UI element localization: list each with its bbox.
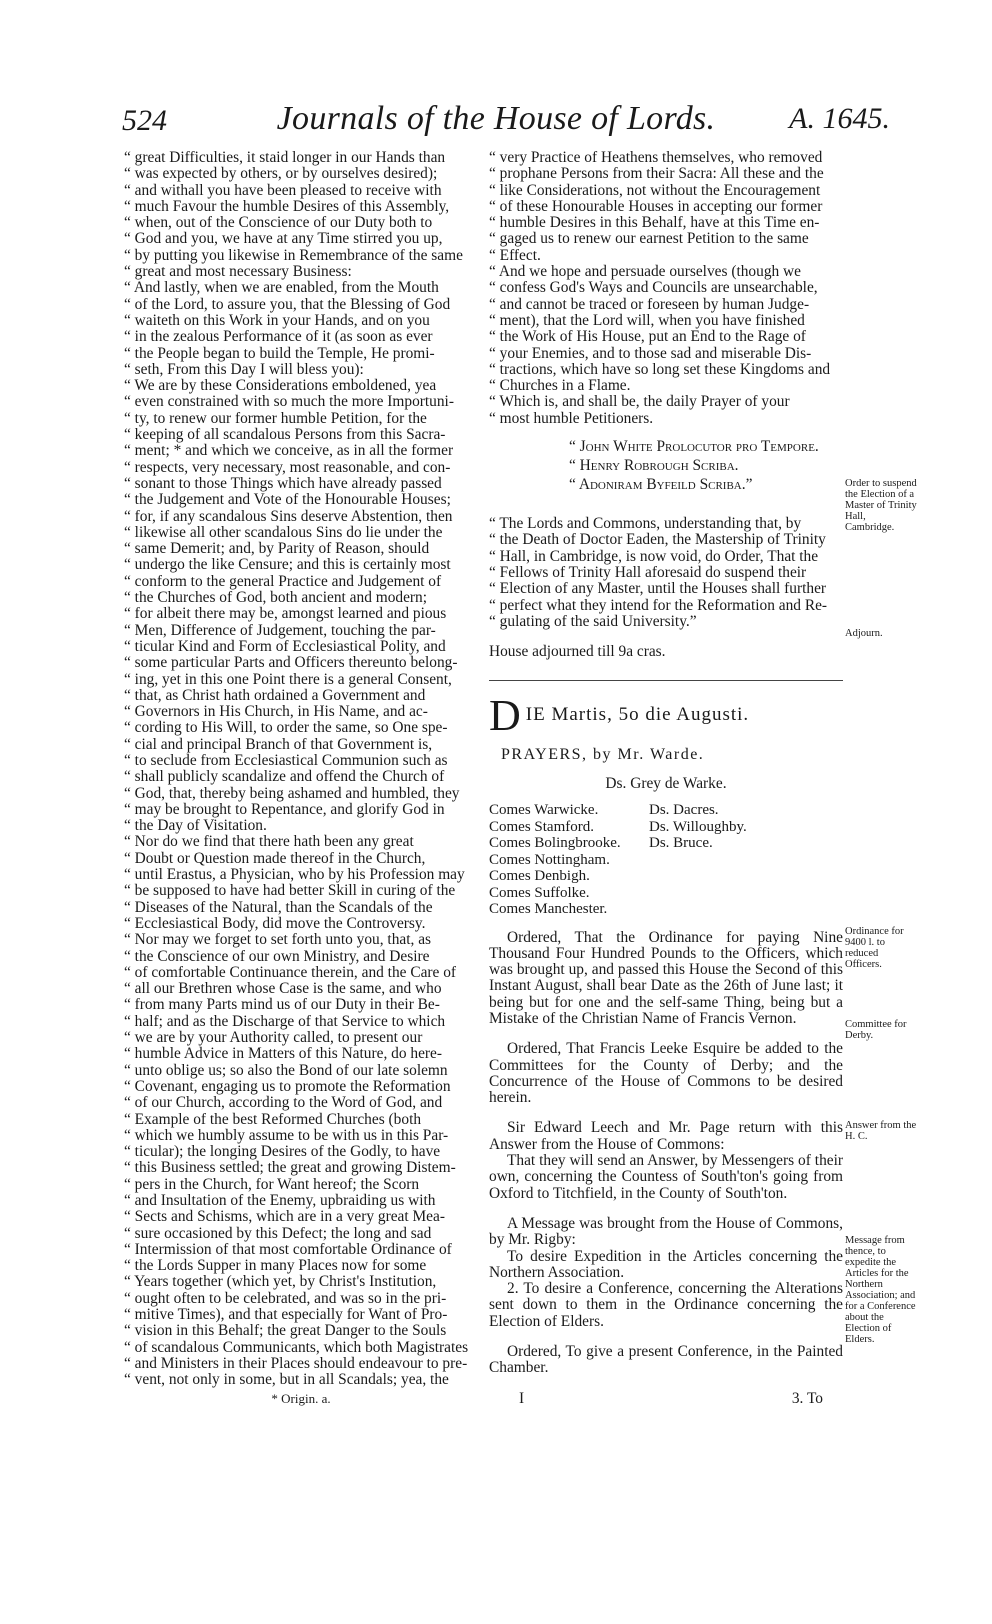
signature-line: “ John White Prolocutor pro Tempore. [569, 438, 819, 456]
attendance-list [489, 802, 843, 918]
left-column [124, 150, 478, 1407]
text-line: “ from many Parts mind us of our Duty in their Be- [124, 996, 440, 1014]
attendee: Comes Nottingham. [489, 851, 610, 868]
text-line: “ may be brought to Repentance, and glorify God in [124, 800, 445, 818]
catchwords [489, 1391, 843, 1407]
running-title: Journals of the House of Lords. [276, 100, 716, 137]
text-line: “ and Insultation of the Enemy, upbraiding us with [124, 1192, 436, 1209]
text-line: “ of scandalous Communicants, which both Magistrates [124, 1338, 469, 1356]
text-line: “ which we humbly assume to be with us in this Par- [124, 1126, 449, 1144]
text-line: “ vision in this Behalf; the great Danger to the Souls [124, 1322, 447, 1340]
signatures [489, 437, 843, 494]
text-line: “ some particular Parts and Officers thereunto belong- [124, 654, 458, 672]
text-line: “ when, out of the Conscience of our Duty both to [124, 214, 433, 232]
margin-note-message: Message from thence, to expedite the Articles for the Northern Association; and for a Conference about the Election of Elders. [845, 1235, 916, 1345]
text-line: “ God and you, we have at any Time stirred you up, [124, 230, 443, 248]
text-line: “ your Enemies, and to those sad and miserable Dis- [489, 344, 812, 362]
text-line: “ ment; * and which we conceive, as in all the former [124, 442, 454, 460]
footnote: * Origin. a. [271, 1390, 331, 1406]
text-line: “ of the Lord, to assure you, that the Blessing of God [124, 295, 451, 313]
text-line: “ even constrained with so much the more Importuni- [124, 393, 454, 411]
text-line: “ Election of any Master, until the Houses shall further [489, 580, 827, 598]
text-line: “ Fellows of Trinity Hall aforesaid do suspend their [489, 563, 807, 581]
text-line: “ Intermission of that most comfortable Ordinance of [124, 1240, 452, 1258]
text-line: “ Hall, in Cambridge, is now void, do Order, That the [489, 547, 819, 565]
catchword: 3. To [791, 1389, 823, 1407]
text-line: “ of these Honourable Houses in accepting our former [489, 197, 823, 215]
text-line: “ the Churches of God, both ancient and modern; [124, 589, 428, 607]
section-rule [489, 680, 843, 681]
text-line: “ prophane Persons from their Sacra: All these and the [489, 165, 824, 183]
text-line: “ ment), that the Lord will, when you have finished [489, 311, 805, 329]
text-line: “ Nor do we find that there hath been any great [124, 833, 414, 851]
text-line: “ gaged us to renew our earnest Petition to the same [489, 230, 809, 248]
text-line: “ Nor may we forget to set forth unto you, that, as [124, 931, 432, 949]
journal-entry: Sir Edward Leech and Mr. Page return with this Answer from the House of Commons: [489, 1119, 843, 1153]
text-line: “ ought often to be celebrated, and was so in the pri- [124, 1289, 447, 1307]
attendee: Comes Denbigh. [489, 868, 590, 885]
text-line: “ was expected by others, or by ourselves desired); [124, 165, 438, 183]
text-line: “ perfect what they intend for the Reformation and Re- [489, 596, 828, 614]
text-line: “ and cannot be traced or foreseen by human Judge- [489, 295, 810, 313]
journal-entry: To desire Expedition in the Articles concerning the Northern Association. [489, 1247, 843, 1281]
text-line: “ mitive Times), and that especially for Want of Pro- [124, 1306, 448, 1324]
text-line: “ that, as Christ hath ordained a Government and [124, 686, 426, 704]
text-line: “ humble Advice in Matters of this Nature, do here- [124, 1045, 442, 1063]
text-line: “ shall publicly scandalize and offend the Church of [124, 768, 445, 786]
text-line: “ The Lords and Commons, understanding that, by [489, 515, 802, 533]
text-line: “ we are by your Authority called, to present our [124, 1029, 423, 1047]
text-line: “ the Lords Supper in many Places now for some [124, 1257, 427, 1275]
page-header [0, 96, 992, 148]
margin-note-answer: Answer from the H. C. [845, 1120, 917, 1142]
attendance-earls [489, 802, 649, 918]
journal-entry: A Message was brought from the House of Commons, by Mr. Rigby: [489, 1214, 843, 1249]
drop-cap: D [489, 691, 522, 741]
text-line: “ and withall you have been pleased to receive with [124, 181, 442, 199]
text-line: “ seth, From this Day I will bless you): [124, 360, 364, 378]
text-line: “ like Considerations, not without the Encouragement [489, 181, 821, 199]
text-line: “ all our Brethren whose Case is the same, and who [124, 980, 442, 998]
text-line: “ same Demerit; and, by Parity of Reason, should [124, 540, 430, 558]
text-line: “ of comfortable Continuance therein, and the Care of [124, 963, 457, 981]
text-line: “ undergo the like Censure; and this is certainly most [124, 556, 451, 574]
journal-entry: 2. To desire a Conference, concerning the Alterations sent down to them in the Ordinance concerning the Election of Elders. [489, 1280, 843, 1330]
journal-entries [489, 930, 843, 1377]
text-line: “ the Work of His House, put an End to the Rage of [489, 328, 806, 346]
text-line: “ gulating of the said University.” [489, 612, 697, 630]
attendee: Comes Manchester. [489, 901, 608, 918]
text-line: “ Effect. [489, 246, 541, 264]
attendee: Comes Bolingbrooke. [489, 835, 621, 852]
text-line: “ conform to the general Practice and Judgement of [124, 572, 442, 590]
text-line: “ God, that, thereby being ashamed and humbled, they [124, 784, 460, 802]
signature-line: “ Henry Robrough Scriba. [569, 457, 739, 475]
attendee: Ds. Willoughby. [649, 818, 747, 835]
text-line: “ the Judgement and Vote of the Honourable Houses; [124, 491, 451, 509]
text-line: “ Doubt or Question made thereof in the Church, [124, 849, 426, 867]
attendee: Comes Stamford. [489, 818, 594, 835]
text-line: “ We are by these Considerations emboldened, yea [124, 377, 437, 395]
prayers-line: PRAYERS, by Mr. Warde. [501, 746, 705, 764]
text-line: “ in the zealous Performance of it (as soon as ever [124, 328, 433, 346]
text-line: “ the Death of Doctor Eaden, the Mastership of Trinity [489, 531, 826, 549]
text-line: “ the Conscience of our own Ministry, and Desire [124, 947, 430, 965]
text-line: “ unto oblige us; so also the Bond of our late solemn [124, 1061, 448, 1079]
margin-note-adjourn: Adjourn. [845, 628, 883, 639]
text-line: “ respects, very necessary, most reasonable, and con- [124, 458, 451, 476]
text-line: “ tractions, which have so long set these Kingdoms and [489, 360, 831, 378]
signature-line: “ Adoniram Byfeild Scriba.” [569, 476, 753, 494]
text-line: “ to seclude from Ecclesiastical Communion such as [124, 751, 448, 769]
text-line: “ of our Church, according to the Word of God, and [124, 1094, 443, 1112]
text-line: “ And we hope and persuade ourselves (though we [489, 263, 801, 281]
petition-conclusion [489, 150, 843, 427]
text-line: “ Governors in His Church, in His Name, and ac- [124, 703, 428, 721]
text-line: “ the People began to build the Temple, He promi- [124, 344, 435, 362]
margin-note-committee: Committee for Derby. [845, 1019, 907, 1041]
text-line: “ until Erastus, a Physician, who by his Profession may [124, 866, 465, 884]
text-line: “ confess God's Ways and Councils are unsearchable, [489, 279, 818, 297]
text-line: “ Which is, and shall be, the daily Prayer of your [489, 393, 790, 411]
text-line: “ Churches in a Flame. [489, 377, 631, 395]
journal-entry: Ordered, That Francis Leeke Esquire be added to the Committees for the County of Derby; and the Concurrence of the House of Commons to be desired herein. [489, 1040, 843, 1107]
journal-entry: That they will send an Answer, by Messengers of their own, concerning the Countess of South'ton's going from Oxford to Titchfield, in the County of South'ton. [489, 1152, 843, 1202]
text-line: “ ticular); the longing Desires of the Godly, to have [124, 1143, 441, 1161]
text-line: “ pers in the Church, for Want hereof; the Scorn [124, 1175, 420, 1193]
text-line: “ waiteth on this Work in your Hands, and on you [124, 311, 430, 329]
speaker-line: Ds. Grey de Warke. [605, 774, 727, 792]
text-line: “ this Business settled; the great and growing Distem- [124, 1159, 456, 1177]
journal-entry: Ordered, To give a present Conference, in the Painted Chamber. [489, 1343, 843, 1377]
page-year: A. 1645. [789, 102, 890, 135]
text-line: “ great and most necessary Business: [124, 263, 352, 281]
text-line: “ ing, yet in this one Point there is a general Consent, [124, 670, 452, 688]
trinity-hall-order [489, 516, 843, 630]
text-line: “ humble Desires in this Behalf, have at this Time en- [489, 214, 820, 232]
text-line: “ most humble Petitioners. [489, 409, 654, 427]
attendee: Comes Suffolke. [489, 884, 590, 901]
text-line: “ and Ministers in their Places should endeavour to pre- [124, 1354, 468, 1372]
attendee: Ds. Dacres. [649, 802, 719, 819]
text-line: “ Sects and Schisms, which are in a very great Mea- [124, 1208, 445, 1226]
signature-mark: I [519, 1389, 525, 1407]
text-line: “ for albeit there may be, amongst learned and pious [124, 605, 447, 623]
text-line: “ for, if any scandalous Sins deserve Abstention, then [124, 507, 453, 525]
text-line: “ Men, Difference of Judgement, touching the par- [124, 621, 436, 639]
margin-note-ordinance: Ordinance for 9400 l. to reduced Officers. [845, 926, 904, 970]
page-number: 524 [122, 104, 167, 137]
text-line: “ Ecclesiastical Body, did move the Controversy. [124, 914, 426, 932]
text-line: “ Covenant, engaging us to promote the Reformation [124, 1077, 451, 1095]
text-line: “ ty, to renew our former humble Petition, for the [124, 409, 427, 427]
attendee: Comes Warwicke. [489, 802, 599, 819]
left-column-text [124, 150, 478, 1389]
text-line: “ much Favour the humble Desires of this Assembly, [124, 197, 450, 215]
text-line: “ likewise all other scandalous Sins do lie under the [124, 523, 443, 541]
journal-entry: Ordered, That the Ordinance for paying Nine Thousand Four Hundred Pounds to the Officers, which was brought up, and passed this House the Second of this Instant August, shall bear Date as the 26th of June last; it being but for one and the self-same Thing, being but a Mistake of the Christian Name of Francis Vernon. [489, 928, 843, 1027]
text-line: “ And lastly, when we are enabled, from the Mouth [124, 279, 439, 297]
margin-note-trinity: Order to suspend the Election of a Master of Trinity Hall, Cambridge. [845, 478, 917, 533]
text-line: “ keeping of all scandalous Persons from this Sacra- [124, 426, 446, 444]
text-line: “ half; and as the Discharge of that Service to which [124, 1012, 446, 1030]
right-column [489, 150, 843, 1407]
text-line: “ cording to His Will, to order the same, so One spe- [124, 719, 448, 737]
text-line: “ vent, not only in some, but in all Scandals; yea, the [124, 1371, 449, 1389]
text-line: “ the Day of Visitation. [124, 817, 267, 835]
adjourned-line: House adjourned till 9a cras. [489, 643, 666, 661]
text-line: “ sonant to those Things which have already passed [124, 474, 442, 492]
attendee: Ds. Bruce. [649, 835, 713, 852]
text-line: “ Diseases of the Natural, than the Scandals of the [124, 898, 433, 916]
text-line: “ ticular Kind and Form of Ecclesiastical Polity, and [124, 637, 446, 655]
die-text: IE Martis, 5o die Augusti. [525, 704, 750, 726]
die-heading [489, 691, 843, 741]
text-line: “ great Difficulties, it staid longer in our Hands than [124, 149, 446, 166]
attendance-barons [649, 802, 829, 918]
text-line: “ Example of the best Reformed Churches (both [124, 1110, 422, 1128]
text-line: “ sure occasioned by this Defect; the long and sad [124, 1224, 432, 1242]
text-line: “ by putting you likewise in Remembrance of the same [124, 246, 463, 264]
text-line: “ cial and principal Branch of that Government is, [124, 735, 433, 753]
text-line: “ Years together (which yet, by Christ's Institution, [124, 1273, 437, 1291]
text-line: “ be supposed to have had better Skill in curing of the [124, 882, 456, 900]
text-line: “ very Practice of Heathens themselves, who removed [489, 149, 823, 166]
